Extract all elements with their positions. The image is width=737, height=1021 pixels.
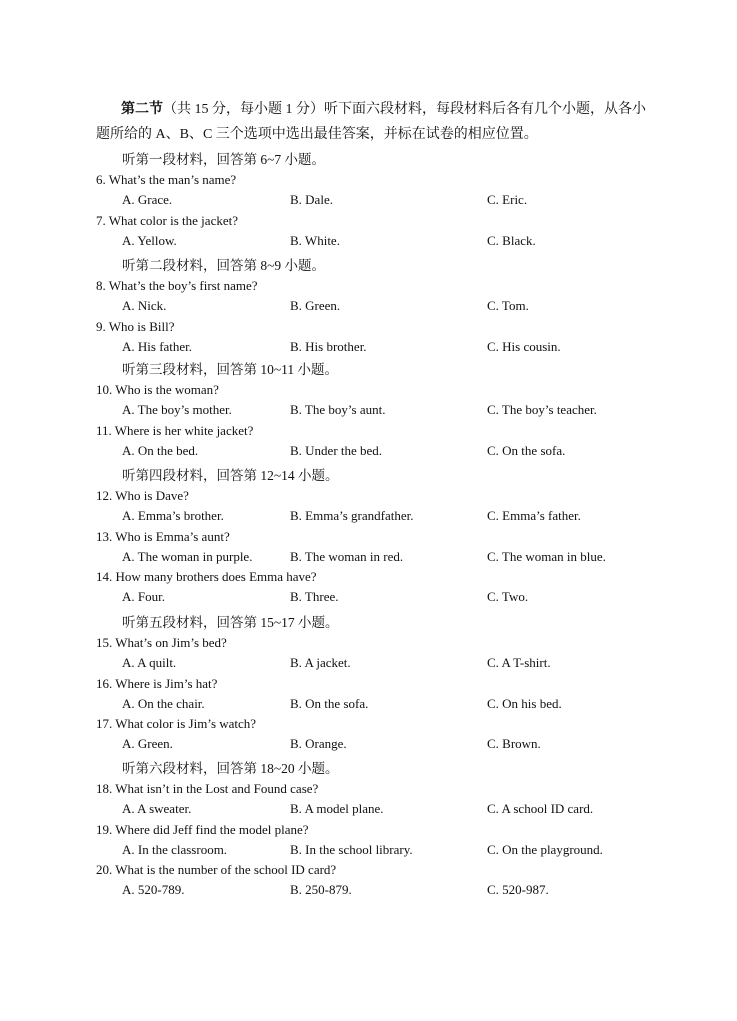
section-heading: 第二节 bbox=[121, 102, 163, 117]
option-c: C. Eric. bbox=[487, 192, 528, 208]
option-b: B. A model plane. bbox=[290, 801, 384, 817]
option-a: A. Nick. bbox=[122, 298, 167, 314]
option-a: A. Yellow. bbox=[122, 232, 177, 248]
question-stem: 17. What color is Jim’s watch? bbox=[96, 716, 257, 731]
question-stem: 14. How many brothers does Emma have? bbox=[96, 569, 317, 584]
option-a: A. 520-789. bbox=[122, 882, 185, 898]
option-b: B. On the sofa. bbox=[290, 695, 369, 711]
option-b: B. White. bbox=[290, 232, 340, 248]
question-stem: 6. What’s the man’s name? bbox=[96, 172, 237, 188]
option-a: A. His father. bbox=[122, 338, 193, 354]
question-stem: 13. Who is Emma’s aunt? bbox=[96, 528, 230, 544]
question-stem: 16. Where is Jim’s hat? bbox=[96, 675, 218, 691]
option-b: B. The boy’s aunt. bbox=[290, 402, 386, 418]
option-c: C. Tom. bbox=[487, 298, 529, 314]
option-a: A. On the bed. bbox=[122, 442, 199, 458]
section-instruction: 听第四段材料，回答第 12~14 小题。 bbox=[122, 468, 339, 483]
option-b: B. His brother. bbox=[290, 338, 367, 354]
question-stem: 20. What is the number of the school ID card? bbox=[96, 862, 337, 877]
option-a: A. A quilt. bbox=[122, 655, 177, 671]
option-b: B. Emma’s grandfather. bbox=[290, 508, 414, 524]
option-a: A. Emma’s brother. bbox=[122, 508, 224, 524]
option-a: A. In the classroom. bbox=[122, 841, 228, 857]
option-b: B. 250-879. bbox=[290, 882, 352, 898]
option-c: C. Black. bbox=[487, 232, 536, 248]
question-stem: 12. Who is Dave? bbox=[96, 488, 189, 504]
option-a: A. On the chair. bbox=[122, 695, 205, 711]
option-b: B. Orange. bbox=[290, 736, 347, 752]
question-stem: 10. Who is the woman? bbox=[96, 382, 219, 398]
option-c: C. Emma’s father. bbox=[487, 508, 581, 524]
option-b: B. Green. bbox=[290, 298, 341, 314]
option-c: C. 520-987. bbox=[487, 882, 549, 898]
question-stem: 18. What isn’t in the Lost and Found case? bbox=[96, 781, 319, 797]
question-stem: 9. Who is Bill? bbox=[96, 318, 175, 334]
section-instructions: （共 15 分，每小题 1 分）听下面六段材料，每段材料后各有几个小题，从各小题所给的 A、B、C 三个选项中选出最佳答案，并标在试卷的相应位置。 bbox=[96, 102, 646, 142]
option-c: C. His cousin. bbox=[487, 338, 561, 354]
section-instruction: 听第二段材料，回答第 8~9 小题。 bbox=[122, 258, 326, 273]
section-instruction: 听第一段材料，回答第 6~7 小题。 bbox=[122, 152, 326, 167]
option-a: A. The boy’s mother. bbox=[122, 402, 232, 418]
option-c: C. The woman in blue. bbox=[487, 548, 606, 564]
option-b: B. The woman in red. bbox=[290, 548, 404, 564]
option-a: A. A sweater. bbox=[122, 801, 192, 817]
option-c: C. Brown. bbox=[487, 736, 541, 752]
question-stem: 7. What color is the jacket? bbox=[96, 212, 238, 228]
option-c: C. On the playground. bbox=[487, 841, 603, 857]
section-intro bbox=[96, 97, 656, 147]
section-instruction: 听第三段材料，回答第 10~11 小题。 bbox=[122, 362, 339, 377]
option-c: C. On the sofa. bbox=[487, 442, 566, 458]
question-stem: 8. What’s the boy’s first name? bbox=[96, 278, 258, 294]
option-c: C. A T-shirt. bbox=[487, 655, 551, 671]
option-b: B. In the school library. bbox=[290, 841, 413, 857]
question-stem: 19. Where did Jeff find the model plane? bbox=[96, 821, 309, 837]
option-c: C. Two. bbox=[487, 589, 529, 605]
option-c: C. A school ID card. bbox=[487, 801, 594, 817]
option-a: A. Green. bbox=[122, 736, 173, 752]
option-b: B. A jacket. bbox=[290, 655, 351, 671]
option-a: A. Grace. bbox=[122, 192, 173, 208]
option-b: B. Dale. bbox=[290, 192, 333, 208]
option-b: B. Three. bbox=[290, 589, 339, 605]
option-a: A. The woman in purple. bbox=[122, 548, 253, 564]
option-c: C. On his bed. bbox=[487, 695, 562, 711]
option-c: C. The boy’s teacher. bbox=[487, 402, 597, 418]
section-instruction: 听第五段材料，回答第 15~17 小题。 bbox=[122, 615, 339, 630]
question-stem: 15. What’s on Jim’s bed? bbox=[96, 635, 227, 651]
option-a: A. Four. bbox=[122, 589, 165, 605]
question-stem: 11. Where is her white jacket? bbox=[96, 422, 254, 438]
option-b: B. Under the bed. bbox=[290, 442, 383, 458]
section-instruction: 听第六段材料，回答第 18~20 小题。 bbox=[122, 761, 339, 776]
